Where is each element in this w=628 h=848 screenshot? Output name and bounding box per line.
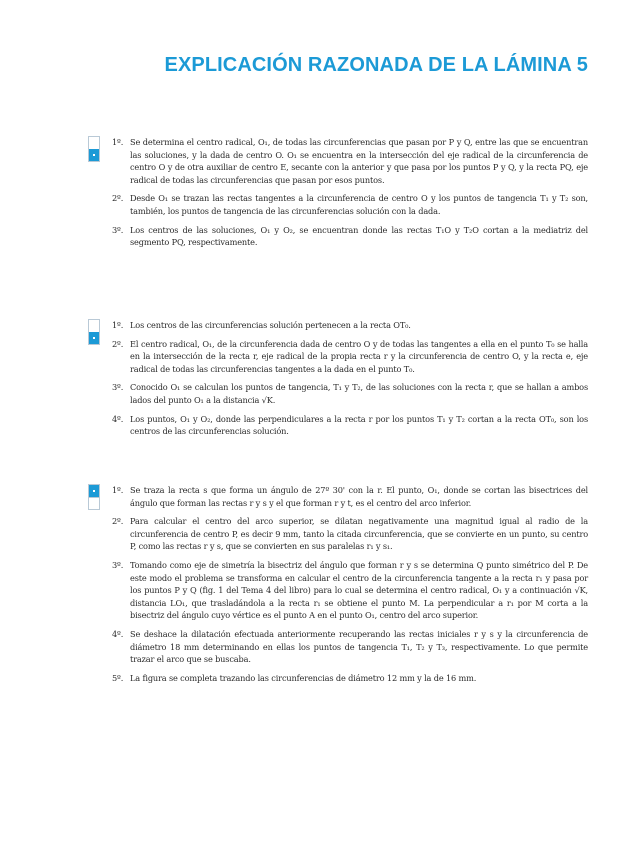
step-item (112, 413, 588, 438)
step-number: 2º. (112, 338, 124, 349)
step-number: 1º. (112, 137, 124, 147)
step-item (112, 136, 588, 186)
step-text: Los centros de las soluciones, O₁ y O₂, se encuentran donde las rectas T₁O y T₂O cortan a la mediatriz del segmento PQ, respectivamente. (130, 224, 588, 248)
step-number: 3º. (112, 382, 124, 393)
step-text: Se traza la recta s que forma un ángulo de 27º 30' con la r. El punto, O₁, donde se cortan las bisectrices del ángulo que forman las rectas r y s y el que forman r y t, es el centro del arco inferior. (130, 485, 588, 508)
step-number: 3º. (112, 224, 124, 235)
step-number: 1º. (112, 485, 124, 495)
step-item (112, 515, 588, 553)
step-text: La figura se completa trazando las circunferencias de diámetro 12 mm y la de 16 mm. (130, 672, 477, 683)
step-number: 5º. (112, 672, 124, 683)
step-number: 3º. (112, 559, 124, 570)
step-text: Para calcular el centro del arco superior, se dilatan negativamente una magnitud igual al radio de la circunferencia de centro P, es decir 9 mm, tanto la citada circunferencia, que se convierte en un punto, su centro P, como las rectas r y s, que se convierten en sus paralelas r₁ y s₁. (130, 516, 588, 552)
step-item (112, 192, 588, 217)
step-item (112, 628, 588, 666)
step-number: 4º. (112, 413, 124, 424)
step-text: Se deshace la dilatación efectuada anteriormente recuperando las rectas iniciales r y s y la circunferencia de diámetro 18 mm determinando en ellas los puntos de tangencia T₁, T₂ y T₃, respectivamente. Lo que permite trazar el arco que se buscaba. (130, 628, 588, 665)
step-text: Se determina el centro radical, O₁, de todas las circunferencias que pasan por P y Q, entre las que se encuentran las soluciones, y la dada de centro O. O₁ se encuentra en la intersección del eje radical de la circunferencia de centro O y de otra auxiliar de centro E, secante con la anterior y que pasa por los puntos P y Q, y la recta PQ, eje radical de todas las circunferencias que pasan por esos puntos. (130, 137, 588, 185)
step-number: 1º. (112, 320, 124, 330)
step-item (112, 672, 588, 685)
section-marker-icon (88, 484, 100, 510)
step-item (112, 559, 588, 622)
step-item (112, 319, 588, 332)
step-item (112, 224, 588, 249)
step-item (112, 484, 588, 509)
step-text: Los centros de las circunferencias solución pertenecen a la recta OT₀. (130, 320, 411, 330)
step-number: 2º. (112, 516, 124, 527)
step-number: 4º. (112, 628, 124, 639)
section-marker-icon (88, 319, 100, 345)
step-text: El centro radical, O₁, de la circunferencia dada de centro O y de todas las tangentes a ella en el punto T₀ se halla en la intersección de la recta r, eje radical de la propia recta r y la circunferencia de centro O, y la recta e, eje radical de todas las circunferencias tangentes a la dada en el punto T₀. (130, 338, 588, 374)
step-item (112, 338, 588, 376)
page-title: EXPLICACIÓN RAZONADA DE LA LÁMINA 5 (164, 54, 588, 76)
step-number: 2º. (112, 193, 124, 204)
step-text: Desde O₁ se trazan las rectas tangentes a la circunferencia de centro O y los puntos de tangencia T₁ y T₂ son, también, los puntos de tangencia de las circunferencias solución con la dada. (130, 193, 588, 216)
step-item (112, 381, 588, 406)
section-marker-icon (88, 136, 100, 162)
step-text: Tomando como eje de simetría la bisectriz del ángulo que forman r y s se determina Q punto simétrico del P. De este modo el problema se transforma en calcular el centro de la circunferencia tangente a la recta r₁ y pasa por los puntos P y Q (fig. 1 del Tema 4 del libro) para lo cual se determina el centro radical, O₁ y a continuación √K, distancia LO₁, que trasladándola a la recta r₁ se obtiene el punto M. La perpendicular a r₁ por M corta a la bisectriz del ángulo cuyo vértice es el punto A en el punto O₁, centro del arco superior. (130, 559, 588, 621)
step-text: Los puntos, O₁ y O₂, donde las perpendiculares a la recta r por los puntos T₁ y T₂ cortan a la recta OT₀, son los centros de las circunferencias solución. (130, 413, 588, 437)
step-text: Conocido O₁ se calculan los puntos de tangencia, T₁ y T₂, de las soluciones con la recta r, que se hallan a ambos lados del punto O₁ a la distancia √K. (130, 382, 588, 405)
